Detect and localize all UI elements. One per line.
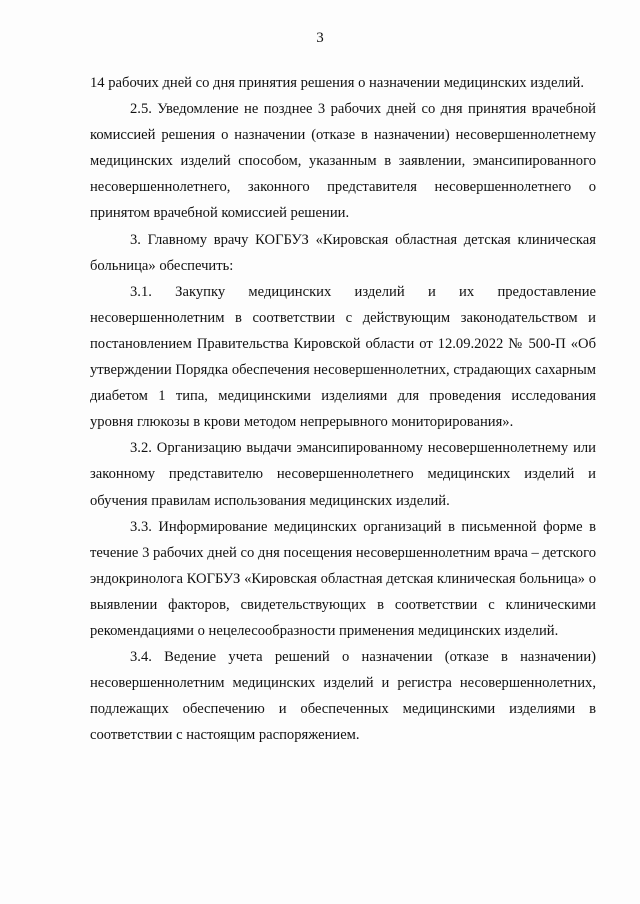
- paragraph-continuation: 14 рабочих дней со дня принятия решения о назначении медицинских изделий.: [90, 75, 584, 91]
- paragraph-3-2: 3.2. Организацию выдачи эмансипированному несовершеннолетнему или законному представителю несовершеннолетнего медицинских изделий и обучения правилам использования медицинских изделий.: [90, 440, 596, 509]
- paragraph-2-5: 2.5. Уведомление не позднее 3 рабочих дней со дня принятия врачебной комиссией решения о назначении (отказе в назначении) несовершеннолетнему медицинских изделий способом, указанным в заявлении, эмансипированного несовершеннолетнего, законного представителя несовершеннолетнего о принятом врачебной комиссией решении.: [90, 101, 596, 222]
- paragraph-3-1: 3.1. Закупку медицинских изделий и их предоставление несовершеннолетним в соответствии с действующим законодательством и постановлением Правительства Кировской области от 12.09.2022 № 500-П «Об утверждении Порядка обеспечения несовершеннолетних, страдающих сахарным диабетом 1 типа, медицинскими изделиями для проведения исследования уровня глюкозы в крови методом непрерывного мониторирования».: [90, 283, 596, 431]
- paragraph-3-3: 3.3. Информирование медицинских организаций в письменной форме в течение 3 рабочих дней со дня посещения несовершеннолетним врача – детского эндокринолога КОГБУЗ «Кировская областная детская клиническая больница» о выявлении факторов, свидетельствующих в соответствии с клиническими рекомендациями о нецелесообразности применения медицинских изделий.: [90, 518, 596, 639]
- document-body: [90, 70, 596, 748]
- paragraph-3-4: 3.4. Ведение учета решений о назначении (отказе в назначении) несовершеннолетним медицинских изделий и регистра несовершеннолетних, подлежащих обеспечению и обеспеченных медицинскими изделиями в соответствии с настоящим распоряжением.: [90, 649, 596, 744]
- paragraph-3: 3. Главному врачу КОГБУЗ «Кировская областная детская клиническая больница» обеспечить:: [90, 231, 596, 274]
- page-number: 3: [316, 30, 324, 46]
